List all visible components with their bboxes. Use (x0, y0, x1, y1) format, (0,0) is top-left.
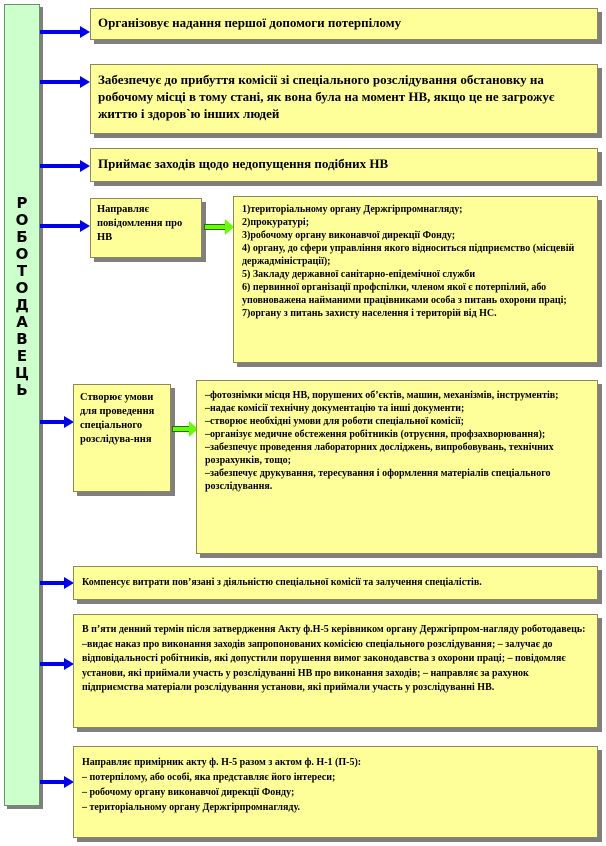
arrow-to-act-copies (40, 778, 74, 786)
task-item: –організує медичне обстеження робітників (отруєння, профзахворювання); (205, 429, 546, 440)
prevention-measures-text: Приймає заходів щодо недопущення подібних НВ (98, 156, 389, 171)
box-compensation (73, 566, 598, 600)
task-item: –створює необхідні умови для роботи спеціальної комісії; (205, 416, 464, 427)
recipient-item: 7)органу з питань захисту населення і територій від НС. (242, 308, 497, 319)
task-item: –фотознімки місця НВ, порушених об’єктів, машин, механізмів, інструментів; (205, 390, 559, 401)
employer-side-panel (4, 4, 40, 806)
box-prevention-measures (90, 148, 598, 182)
five-day-actions-text: В п’яти денний термін після затвердження Акту ф.Н-5 керівником органу Держгірпром-нагляду роботодавець: –видає наказ про виконання заходів запропонованих комісією спеціального розслідування; – залучає до відповідальності робітників, які допустили порушення вимог законодавства з охорони праці; – повідомляє установи, які приймали участь у розслідуванні НВ про виконання заходів; – направляє за рахунок підприємства матеріали розслідування установи, які приймали участь у розслідуванні НВ. (82, 624, 586, 693)
act-copies-line: – територіальному органу Держгірпромнагляду. (82, 802, 300, 813)
employer-label (5, 195, 39, 399)
side-letter: О (15, 245, 29, 263)
arrow-to-preserve-scene (40, 78, 90, 86)
recipient-item: 1)територіальному органу Держгірпромнагляду; (242, 204, 463, 215)
arrow-notification-recipients (204, 220, 234, 234)
arrow-to-prevention (40, 162, 90, 170)
arrow-investigation-tasks (172, 422, 198, 436)
act-copies-line: – робочому органу виконавчої дирекції Фонду; (82, 787, 295, 798)
arrow-to-five-day-actions (40, 660, 74, 668)
side-letter: О (15, 279, 29, 297)
side-letter: О (15, 211, 29, 229)
recipient-item: 2)прокуратурі; (242, 217, 310, 228)
recipient-item: 6) первинної організації профспілки, членом якої є потерпілий, або уповноважена найманими працівниками особа з питань охорони праці; (242, 282, 567, 306)
side-letter: Е (16, 347, 28, 365)
compensation-text: Компенсує витрати пов’язані з діяльністю спеціальної комісії та залучення спеціалістів. (82, 577, 482, 588)
side-letter: В (16, 330, 28, 348)
side-letter: Д (15, 296, 29, 314)
box-notification-recipients (233, 196, 598, 363)
recipient-item: 4) органу, до сфери управління якого відноситься підприємство (місцевій держадміністрації); (242, 243, 575, 267)
box-five-day-actions (73, 614, 598, 728)
side-letter: Т (16, 262, 28, 280)
send-notification-text: Направляє повідомлення про НВ (97, 204, 183, 243)
side-letter: Ц (15, 364, 29, 382)
act-copies-line: Направляє примірник акту ф. Н-5 разом з актом ф. Н-1 (П-5): (82, 757, 362, 768)
arrow-to-compensation (40, 579, 74, 587)
side-letter: Р (16, 194, 28, 212)
investigation-conditions-text: Створює умови для проведення спеціального розслідува-ння (80, 392, 155, 445)
task-item: –забезпечує друкування, тересування і оформлення матеріалів спеціального розслідування. (205, 468, 551, 492)
recipient-item: 5) Закладу державної санітарно-епідемічної служби (242, 269, 476, 280)
side-letter: А (16, 313, 28, 331)
recipient-item: 3)робочому органу виконавчої дирекції Фонду; (242, 230, 456, 241)
box-investigation-conditions (73, 384, 171, 492)
act-copies-line: – потерпілому, або особі, яка представляє його інтереси; (82, 772, 336, 783)
side-letter: Ь (16, 381, 28, 399)
preserve-scene-text: Забезпечує до прибуття комісії зі спеціального розслідування обстановку на робочому місці в тому стані, як вона була на момент НВ, якщо це не загрожує життю і здоров`ю інших людей (98, 72, 555, 121)
box-act-copies (73, 746, 598, 838)
box-first-aid (90, 8, 598, 40)
task-item: –забезпечує проведення лабораторних досліджень, випробовувань, технічних розрахунків, тощо; (205, 442, 554, 466)
box-investigation-tasks (196, 380, 598, 554)
first-aid-text: Організовує надання першої допомоги потерпілому (98, 15, 402, 30)
arrow-to-first-aid (40, 28, 90, 36)
arrow-to-notification (40, 222, 90, 230)
task-item: –надає комісії технічну документацію та інші документи; (205, 403, 465, 414)
side-letter: Б (16, 228, 28, 246)
arrow-to-investigation-conditions (40, 418, 74, 426)
box-preserve-scene (90, 64, 598, 134)
box-send-notification (90, 198, 202, 258)
